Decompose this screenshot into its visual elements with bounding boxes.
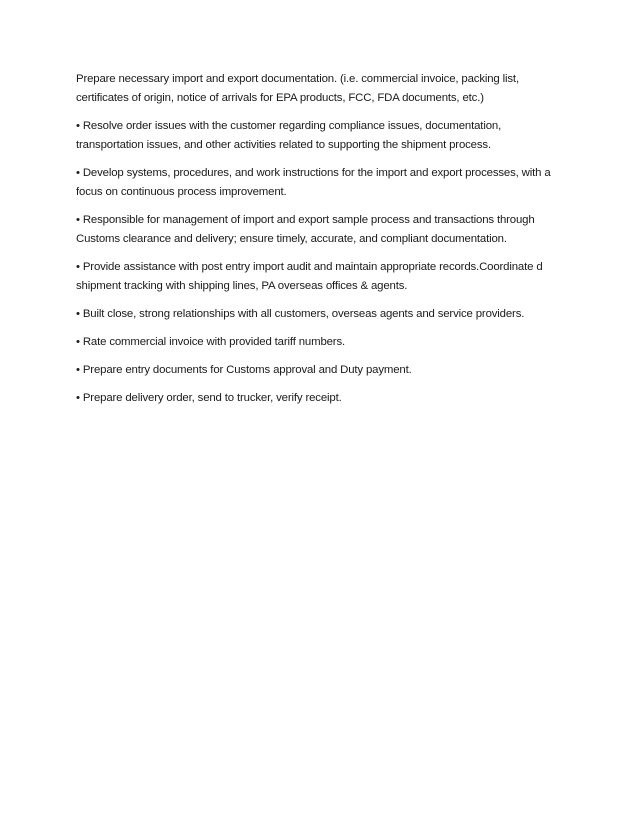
bullet-item-sample-process: • Responsible for management of import and export sample process and transactions through Customs clearance and delivery; ensure timely, accurate, and compliant documentation. bbox=[76, 214, 535, 245]
document-body bbox=[76, 70, 566, 417]
bullet-item-relationships: • Built close, strong relationships with all customers, overseas agents and service providers. bbox=[76, 308, 525, 320]
bullet-item-delivery-order: • Prepare delivery order, send to trucker, verify receipt. bbox=[76, 392, 342, 404]
intro-paragraph: Prepare necessary import and export documentation. (i.e. commercial invoice, packing list, certificates of origin, notice of arrivals for EPA products, FCC, FDA documents, etc.) bbox=[76, 73, 519, 104]
bullet-item-resolve-order-issues: • Resolve order issues with the customer regarding compliance issues, documentation, transportation issues, and other activities related to supporting the shipment process. bbox=[76, 120, 502, 151]
bullet-item-entry-documents: • Prepare entry documents for Customs approval and Duty payment. bbox=[76, 364, 412, 376]
bullet-item-develop-systems: • Develop systems, procedures, and work instructions for the import and export processes, with a focus on continuous process improvement. bbox=[76, 167, 551, 198]
bullet-item-rate-invoice: • Rate commercial invoice with provided tariff numbers. bbox=[76, 336, 346, 348]
bullet-item-post-entry-audit: • Provide assistance with post entry import audit and maintain appropriate records.Coordinate d shipment tracking with shipping lines, PA overseas offices & agents. bbox=[76, 261, 543, 292]
